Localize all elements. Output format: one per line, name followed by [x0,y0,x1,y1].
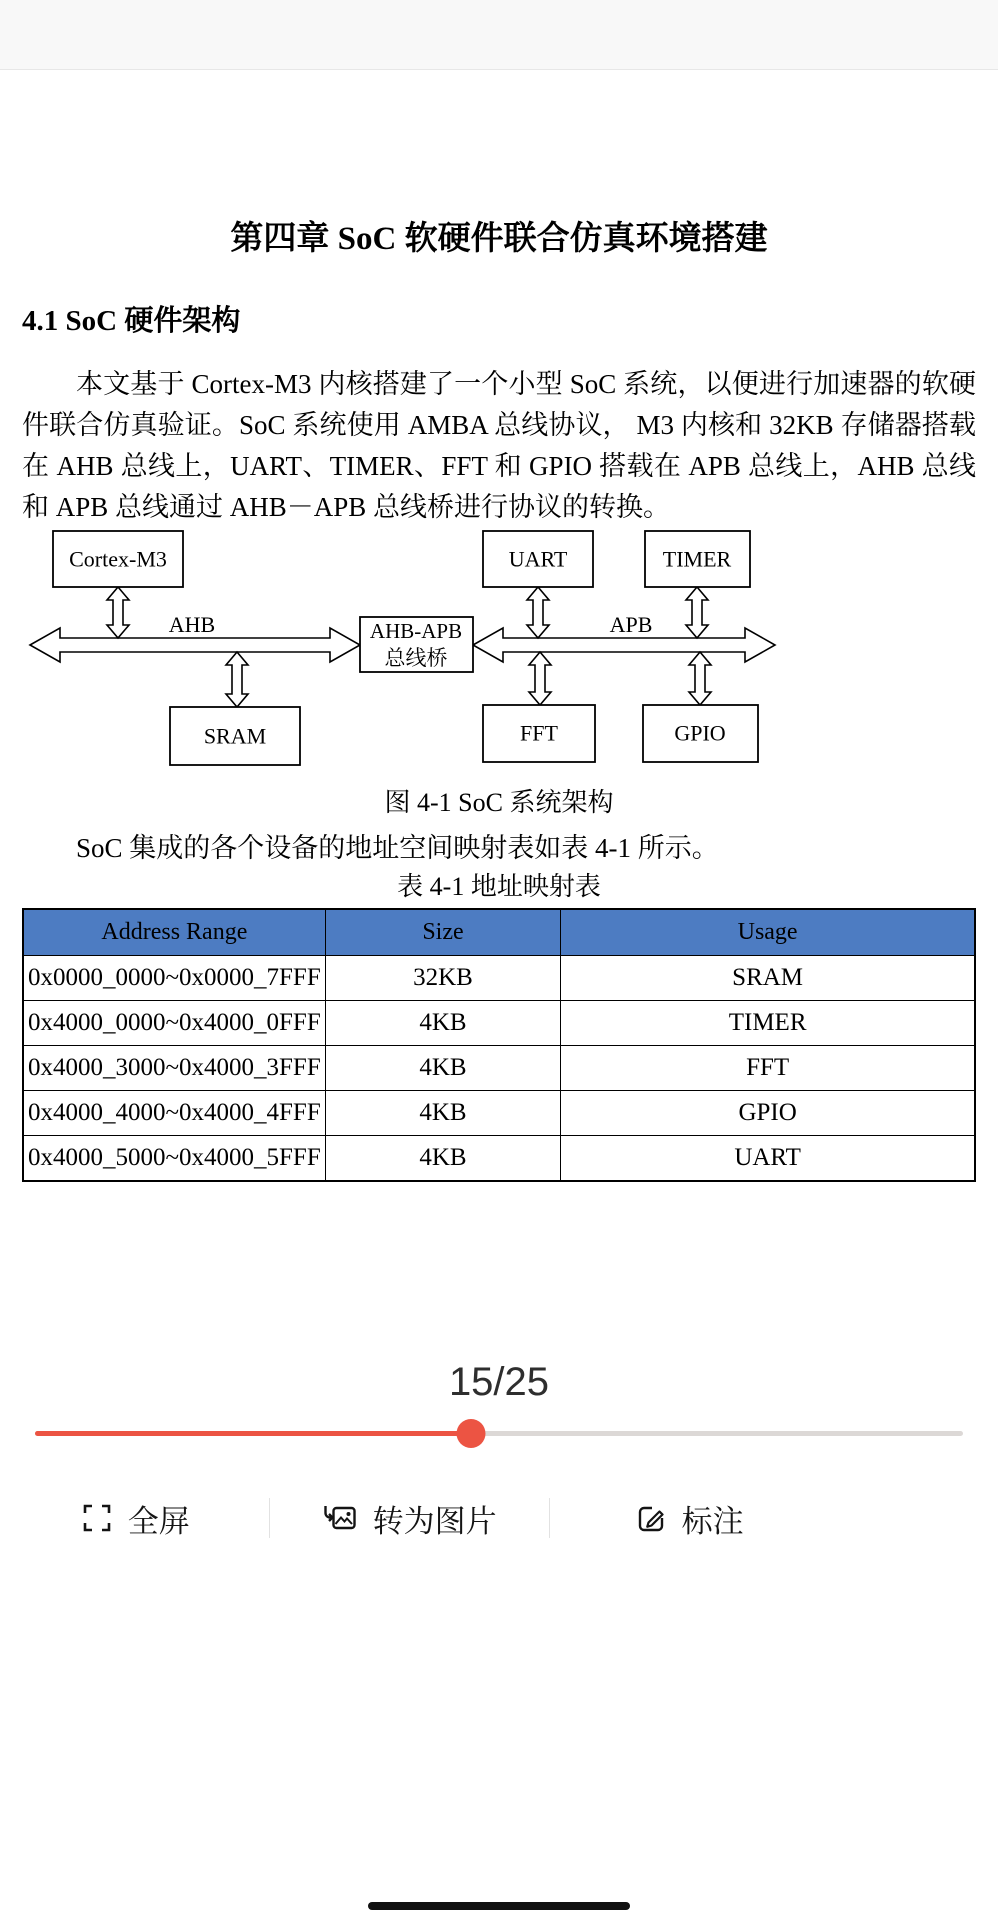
fullscreen-label: 全屏 [127,1503,190,1539]
annotate-icon [634,1501,668,1535]
table-header-cell: Size [325,909,560,956]
bridge-label-line2: 总线桥 [384,646,448,670]
toolbar-divider [549,1498,550,1538]
slider-thumb[interactable] [457,1419,486,1448]
cortex-bus-connector-arrow [107,587,129,638]
page-progress-slider[interactable] [35,1418,963,1449]
top-strip [0,0,998,70]
address-map-table [22,908,976,1182]
table-cell: SRAM [561,956,975,1001]
timer-label: TIMER [662,546,732,572]
timer-bus-connector-arrow [686,587,708,638]
body-paragraph-2: SoC 集成的各个设备的地址空间映射表如表 4-1 所示。 [76,833,719,863]
fft-bus-connector-arrow [529,652,551,705]
table-header-cell: Address Range [23,909,325,956]
table-cell: 4KB [325,1091,560,1136]
sram-label: SRAM [203,723,267,749]
table-cell: 32KB [325,956,560,1001]
fullscreen-button[interactable] [80,1480,190,1556]
figure-caption: 图 4-1 SoC 系统架构 [384,788,614,817]
ahb-bus-label: AHB [168,612,216,637]
table-row [23,1001,975,1046]
uart-bus-connector-arrow [527,587,549,638]
table-row [23,1046,975,1091]
table-cell: TIMER [561,1001,975,1046]
fullscreen-icon [80,1501,114,1535]
table-cell: FFT [561,1046,975,1091]
soc-architecture-diagram [22,528,975,770]
table-cell: 0x4000_0000~0x4000_0FFF [23,1001,325,1046]
table-cell: 4KB [325,1046,560,1091]
page-indicator: 15/25 [448,1360,550,1404]
table-caption: 表 4-1 地址映射表 [397,872,601,901]
table-cell: 0x4000_3000~0x4000_3FFF [23,1046,325,1091]
body-paragraph: 本文基于 Cortex-M3 内核搭建了一个小型 SoC 系统，以便进行加速器的软硬件联合仿真验证。SoC 系统使用 AMBA 总线协议， M3 内核和 32KB 存储器搭载在 AHB 总线上，UART、TIMER、FFT 和 GPIO 搭载在 APB 总线上，AHB 总线和 APB 总线通过 AHB－APB 总线桥进行协议的转换。 [22,369,976,522]
apb-bus-label: APB [609,612,653,637]
chapter-title: 第四章 SoC 软硬件联合仿真环境搭建 [230,221,768,257]
table-row [23,1091,975,1136]
convert-to-image-label: 转为图片 [372,1503,497,1539]
convert-to-image-icon [322,1501,359,1535]
gpio-bus-connector-arrow [689,652,711,705]
table-cell: 4KB [325,1001,560,1046]
table-header-cell: Usage [561,909,975,956]
bottom-toolbar [0,1480,998,1556]
table-row [23,1136,975,1182]
uart-label: UART [508,546,568,572]
table-cell: UART [561,1136,975,1182]
convert-to-image-button[interactable] [322,1480,497,1556]
slider-fill [35,1431,471,1436]
table-header-row [23,909,975,956]
sram-bus-connector-arrow [226,652,248,707]
table-cell: GPIO [561,1091,975,1136]
document-page [0,70,998,1182]
table-cell: 4KB [325,1136,560,1182]
table-cell: 0x0000_0000~0x0000_7FFF [23,956,325,1001]
home-indicator-bar [368,1902,630,1910]
toolbar-divider [269,1498,270,1538]
annotate-button[interactable] [634,1480,744,1556]
cortex-m3-label: Cortex-M3 [69,546,167,572]
bridge-label-line1: AHB-APB [369,619,463,643]
fft-label: FFT [520,720,558,746]
table-row [23,956,975,1001]
table-cell: 0x4000_5000~0x4000_5FFF [23,1136,325,1182]
annotate-label: 标注 [681,1503,744,1539]
gpio-label: GPIO [674,720,726,746]
table-cell: 0x4000_4000~0x4000_4FFF [23,1091,325,1136]
section-heading: 4.1 SoC 硬件架构 [22,305,241,337]
